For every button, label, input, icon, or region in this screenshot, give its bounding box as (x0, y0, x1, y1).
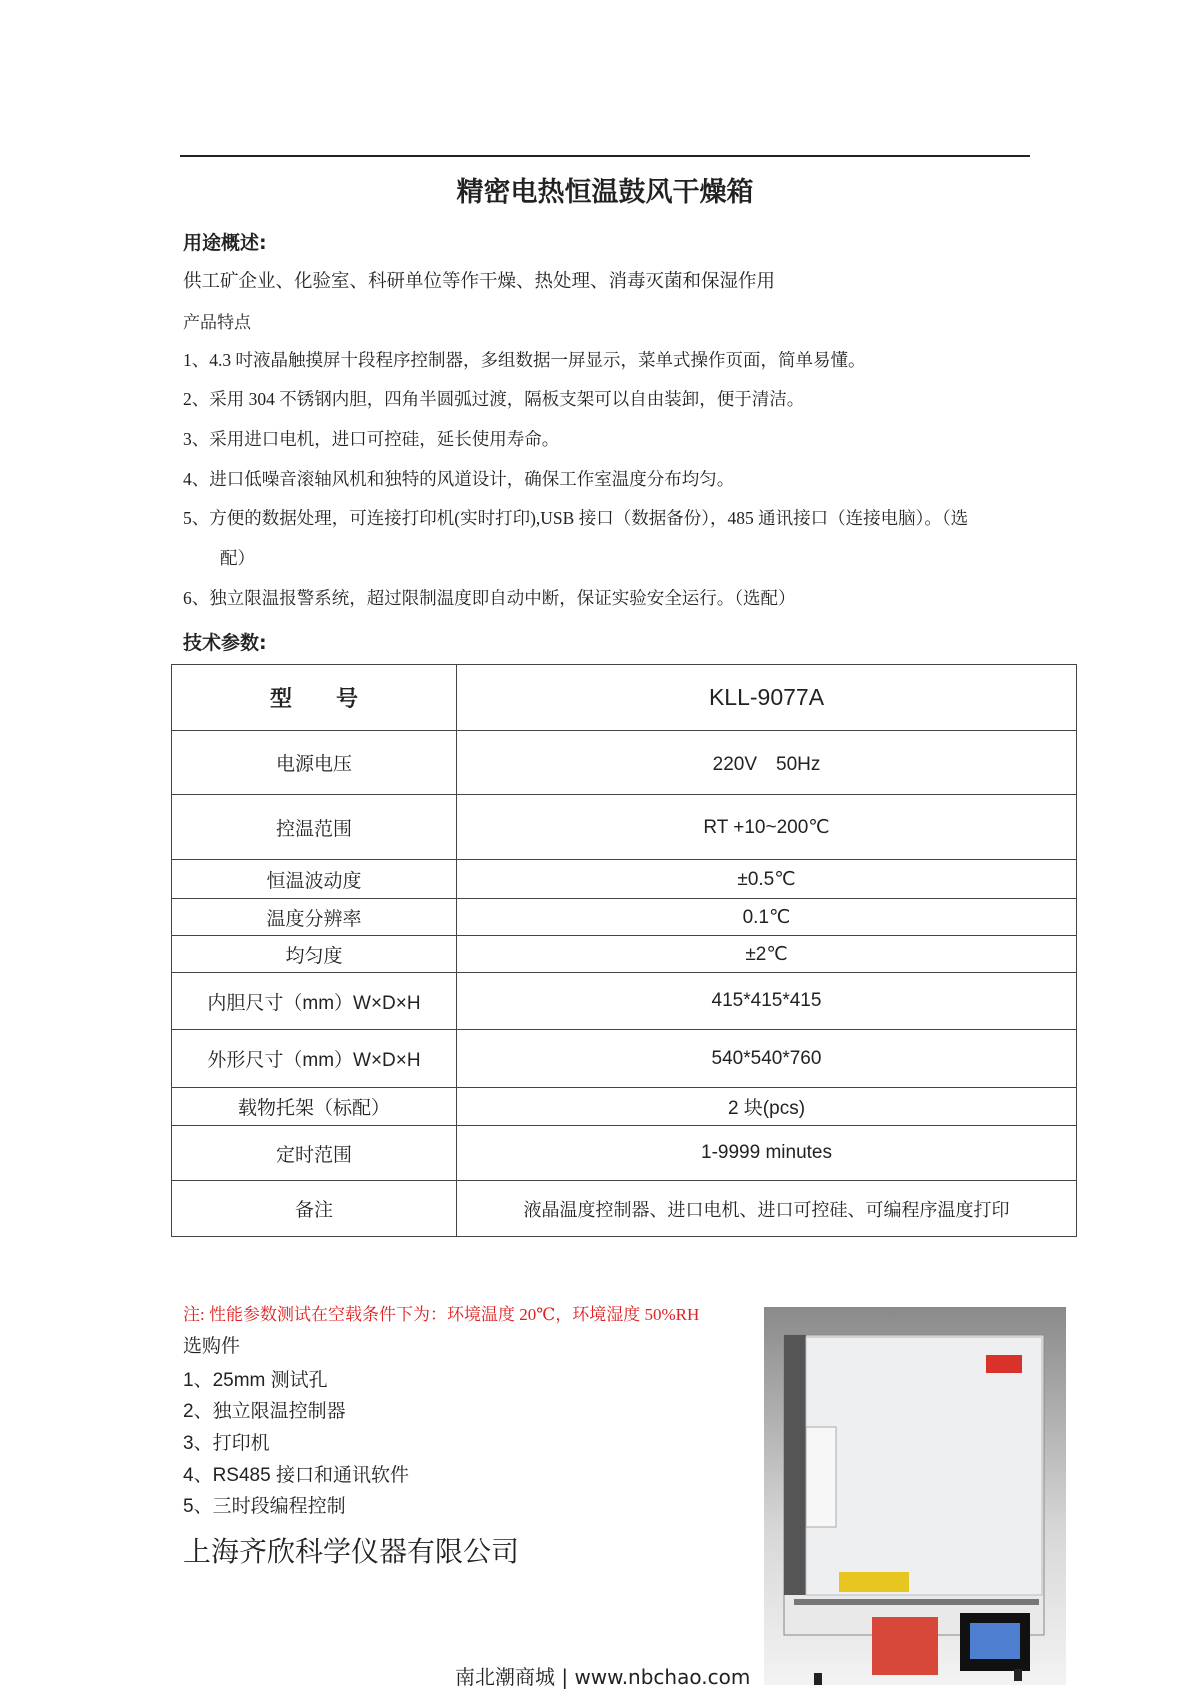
feature-item: 6、独立限温报警系统，超过限制温度即自动中断，保证实验安全运行。（选配） (183, 588, 796, 608)
table-row (172, 899, 1077, 936)
feature-item: 2、采用 304 不锈钢内胆，四角半圆弧过渡，隔板支架可以自由装卸，便于清洁。 (183, 389, 805, 409)
spec-heading: 技术参数: (183, 632, 267, 654)
company-name: 上海齐欣科学仪器有限公司 (183, 1535, 520, 1568)
product-photo (764, 1307, 1066, 1685)
spec-label: 恒温波动度 (172, 860, 457, 899)
option-item: 3、打印机 (183, 1433, 270, 1454)
drying-oven-image (764, 1307, 1066, 1685)
table-row (172, 936, 1077, 973)
table-row (172, 973, 1077, 1030)
feature-item: 1、4.3 吋液晶触摸屏十段程序控制器，多组数据一屏显示，菜单式操作页面，简单易懂。 (183, 350, 866, 370)
footer-watermark: 南北潮商城 | www.nbchao.com (455, 1665, 751, 1689)
spec-label: 均匀度 (172, 936, 457, 973)
spec-value: 415*415*415 (457, 973, 1077, 1030)
features-heading: 产品特点 (183, 313, 251, 332)
spec-label: 控温范围 (172, 795, 457, 860)
spec-value: 220V 50Hz (457, 731, 1077, 795)
spec-value: ±2℃ (457, 936, 1077, 973)
spec-value: 1-9999 minutes (457, 1126, 1077, 1181)
table-row (172, 1030, 1077, 1088)
feature-item: 4、进口低噪音滚轴风机和独特的风道设计，确保工作室温度分布均匀。 (183, 469, 735, 489)
spec-table (171, 664, 1077, 1237)
feature-item: 3、采用进口电机，进口可控硅，延长使用寿命。 (183, 429, 560, 449)
spec-value: KLL-9077A (457, 665, 1077, 731)
options-heading: 选购件 (183, 1336, 241, 1357)
table-row (172, 1181, 1077, 1237)
spec-label: 载物托架（标配） (172, 1088, 457, 1126)
usage-text: 供工矿企业、化验室、科研单位等作干燥、热处理、消毒灭菌和保湿作用 (183, 272, 776, 292)
spec-label: 电源电压 (172, 731, 457, 795)
option-item: 4、RS485 接口和通讯软件 (183, 1465, 409, 1486)
option-item: 1、25mm 测试孔 (183, 1370, 328, 1391)
feature-item-continued: 配） (220, 548, 255, 568)
spec-label: 外形尺寸（mm）W×D×H (172, 1030, 457, 1088)
spec-label: 型 号 (172, 665, 457, 731)
header-rule (180, 155, 1030, 157)
spec-value: 0.1℃ (457, 899, 1077, 936)
table-row (172, 795, 1077, 860)
spec-value: RT +10~200℃ (457, 795, 1077, 860)
spec-label: 备注 (172, 1181, 457, 1237)
table-row (172, 1088, 1077, 1126)
spec-label: 定时范围 (172, 1126, 457, 1181)
option-item: 2、独立限温控制器 (183, 1401, 346, 1422)
spec-value: 液晶温度控制器、进口电机、进口可控硅、可编程序温度打印 (457, 1181, 1077, 1237)
test-condition-note: 注: 性能参数测试在空载条件下为：环境温度 20℃，环境湿度 50%RH (183, 1305, 700, 1324)
spec-label: 内胆尺寸（mm）W×D×H (172, 973, 457, 1030)
table-row (172, 731, 1077, 795)
page-title: 精密电热恒温鼓风干燥箱 (456, 177, 754, 208)
table-row (172, 860, 1077, 899)
spec-value: 540*540*760 (457, 1030, 1077, 1088)
spec-label: 温度分辨率 (172, 899, 457, 936)
table-row (172, 665, 1077, 731)
spec-value: 2 块(pcs) (457, 1088, 1077, 1126)
option-item: 5、三时段编程控制 (183, 1496, 346, 1517)
spec-value: ±0.5℃ (457, 860, 1077, 899)
table-row (172, 1126, 1077, 1181)
feature-item: 5、方便的数据处理，可连接打印机(实时打印),USB 接口（数据备份），485 通讯接口（连接电脑）。（选 (183, 508, 969, 528)
usage-heading: 用途概述: (183, 232, 267, 254)
